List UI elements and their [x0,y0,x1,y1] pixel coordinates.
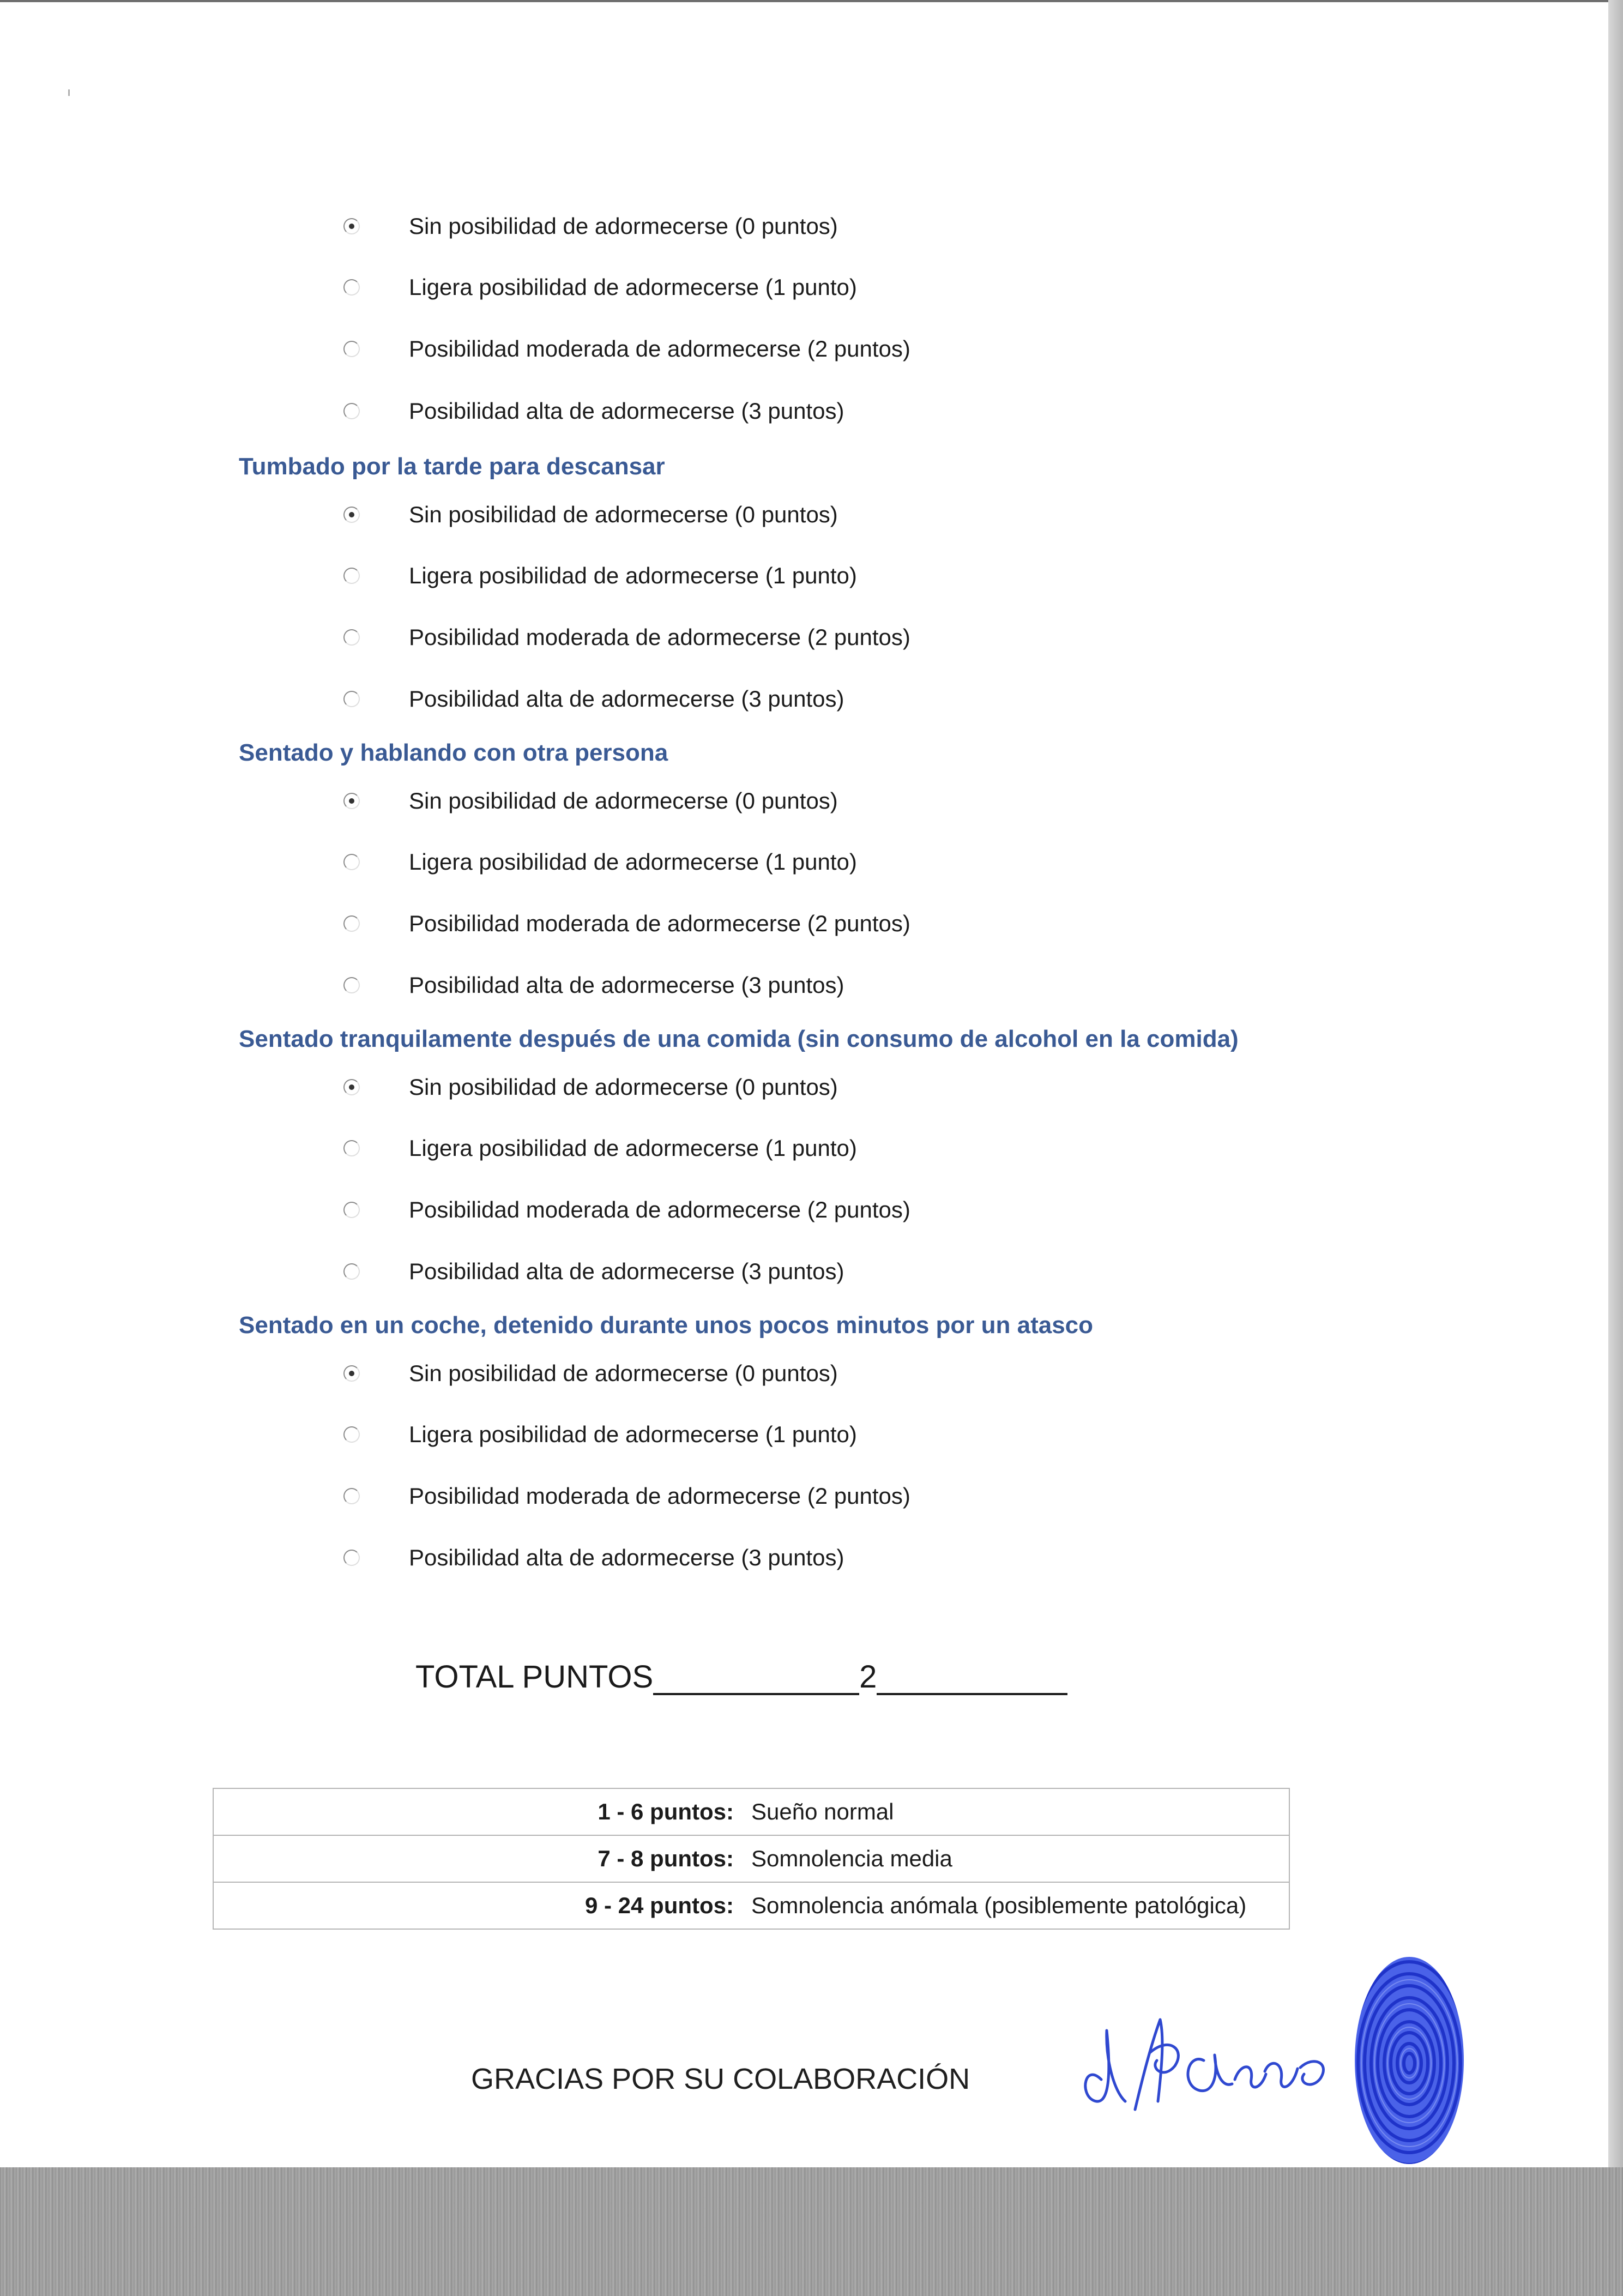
table-row [213,1788,1289,1835]
radio-button-icon[interactable] [343,1140,360,1156]
answer-option[interactable] [343,970,844,1001]
score-range: 9 - 24 puntos: [213,1882,734,1929]
answer-option-label: Posibilidad moderada de adormecerse (2 puntos) [409,1197,910,1222]
score-description: Somnolencia media [734,1835,1289,1882]
radio-button-icon[interactable] [343,403,360,419]
answer-option-label: Posibilidad moderada de adormecerse (2 puntos) [409,336,910,361]
answer-option[interactable] [343,561,857,591]
answer-option[interactable] [343,1481,910,1511]
radio-button-icon[interactable] [343,1550,360,1566]
answer-option-label: Posibilidad moderada de adormecerse (2 puntos) [409,1483,910,1509]
answer-option-label: Sin posibilidad de adormecerse (0 puntos) [409,788,838,813]
radio-button-icon[interactable] [343,568,360,584]
answer-option[interactable] [343,1358,838,1389]
table-row [213,1835,1289,1882]
score-legend-table [213,1788,1290,1930]
answer-option[interactable] [343,1133,857,1164]
answer-option[interactable] [343,1072,838,1102]
question-heading: Sentado en un coche, detenido durante unos pocos minutos por un atasco [239,1312,1094,1339]
answer-option-label: Sin posibilidad de adormecerse (0 puntos) [409,1360,838,1386]
answer-option-label: Sin posibilidad de adormecerse (0 puntos) [409,213,838,239]
score-description: Sueño normal [734,1788,1289,1835]
question-heading: Sentado y hablando con otra persona [239,739,668,766]
answer-option[interactable] [343,499,838,530]
answer-option-label: Sin posibilidad de adormecerse (0 puntos) [409,502,838,527]
answer-option[interactable] [343,334,910,364]
total-label: TOTAL PUNTOS [415,1659,654,1695]
answer-option-label: Posibilidad alta de adormecerse (3 puntos) [409,686,844,712]
answer-option[interactable] [343,908,910,939]
score-range: 7 - 8 puntos: [213,1835,734,1882]
answer-option[interactable] [343,622,910,653]
radio-button-icon[interactable] [343,1202,360,1218]
table-row [213,1882,1289,1929]
radio-button-icon[interactable] [343,793,360,809]
radio-button-icon[interactable] [343,691,360,707]
radio-button-icon[interactable] [343,1426,360,1443]
total-underline-left [653,1665,859,1695]
answer-option-label: Posibilidad alta de adormecerse (3 puntos) [409,1258,844,1284]
radio-button-icon[interactable] [343,507,360,523]
answer-option-label: Sin posibilidad de adormecerse (0 puntos) [409,1074,838,1100]
answer-option[interactable] [343,786,838,816]
total-value: 2 [859,1659,877,1695]
answer-option[interactable] [343,1256,844,1287]
answer-option[interactable] [343,1542,844,1573]
answer-option[interactable] [343,272,857,303]
radio-button-icon[interactable] [343,341,360,357]
handwritten-signature [1069,1998,1352,2123]
answer-option[interactable] [343,1195,910,1225]
closing-text: GRACIAS POR SU COLABORACIÓN [471,2063,970,2095]
radio-button-icon[interactable] [343,1079,360,1095]
answer-option-label: Posibilidad alta de adormecerse (3 puntos) [409,398,844,424]
score-description: Somnolencia anómala (posiblemente patológica) [734,1882,1289,1929]
answer-option[interactable] [343,396,844,426]
total-points [415,1659,1067,1695]
radio-button-icon[interactable] [343,1263,360,1280]
answer-option[interactable] [343,684,844,714]
answer-option[interactable] [343,211,838,242]
answer-option-label: Ligera posibilidad de adormecerse (1 punto) [409,563,857,588]
question-heading: Tumbado por la tarde para descansar [239,453,665,480]
answer-option-label: Ligera posibilidad de adormecerse (1 punto) [409,274,857,300]
answer-option-label: Ligera posibilidad de adormecerse (1 punto) [409,1421,857,1447]
radio-button-icon[interactable] [343,279,360,296]
scan-edge-right [1608,0,1623,2167]
answer-option[interactable] [343,1419,857,1450]
radio-button-icon[interactable] [343,1365,360,1382]
radio-button-icon[interactable] [343,977,360,993]
answer-option-label: Posibilidad alta de adormecerse (3 puntos) [409,1545,844,1570]
answer-option-label: Posibilidad moderada de adormecerse (2 puntos) [409,911,910,936]
radio-button-icon[interactable] [343,218,360,234]
answer-option[interactable] [343,847,857,877]
fingerprint-mark [1352,1954,1467,2167]
answer-option-label: Posibilidad moderada de adormecerse (2 puntos) [409,624,910,650]
answer-option-label: Posibilidad alta de adormecerse (3 puntos) [409,972,844,998]
scan-edge-bottom [0,2167,1623,2296]
radio-button-icon[interactable] [343,854,360,870]
radio-button-icon[interactable] [343,1488,360,1504]
total-underline-right [877,1665,1067,1695]
score-range: 1 - 6 puntos: [213,1788,734,1835]
radio-button-icon[interactable] [343,629,360,646]
radio-button-icon[interactable] [343,915,360,932]
answer-option-label: Ligera posibilidad de adormecerse (1 punto) [409,849,857,875]
scan-speck [68,89,70,96]
question-heading: Sentado tranquilamente después de una comida (sin consumo de alcohol en la comida) [239,1026,1239,1052]
answer-option-label: Ligera posibilidad de adormecerse (1 punto) [409,1135,857,1161]
